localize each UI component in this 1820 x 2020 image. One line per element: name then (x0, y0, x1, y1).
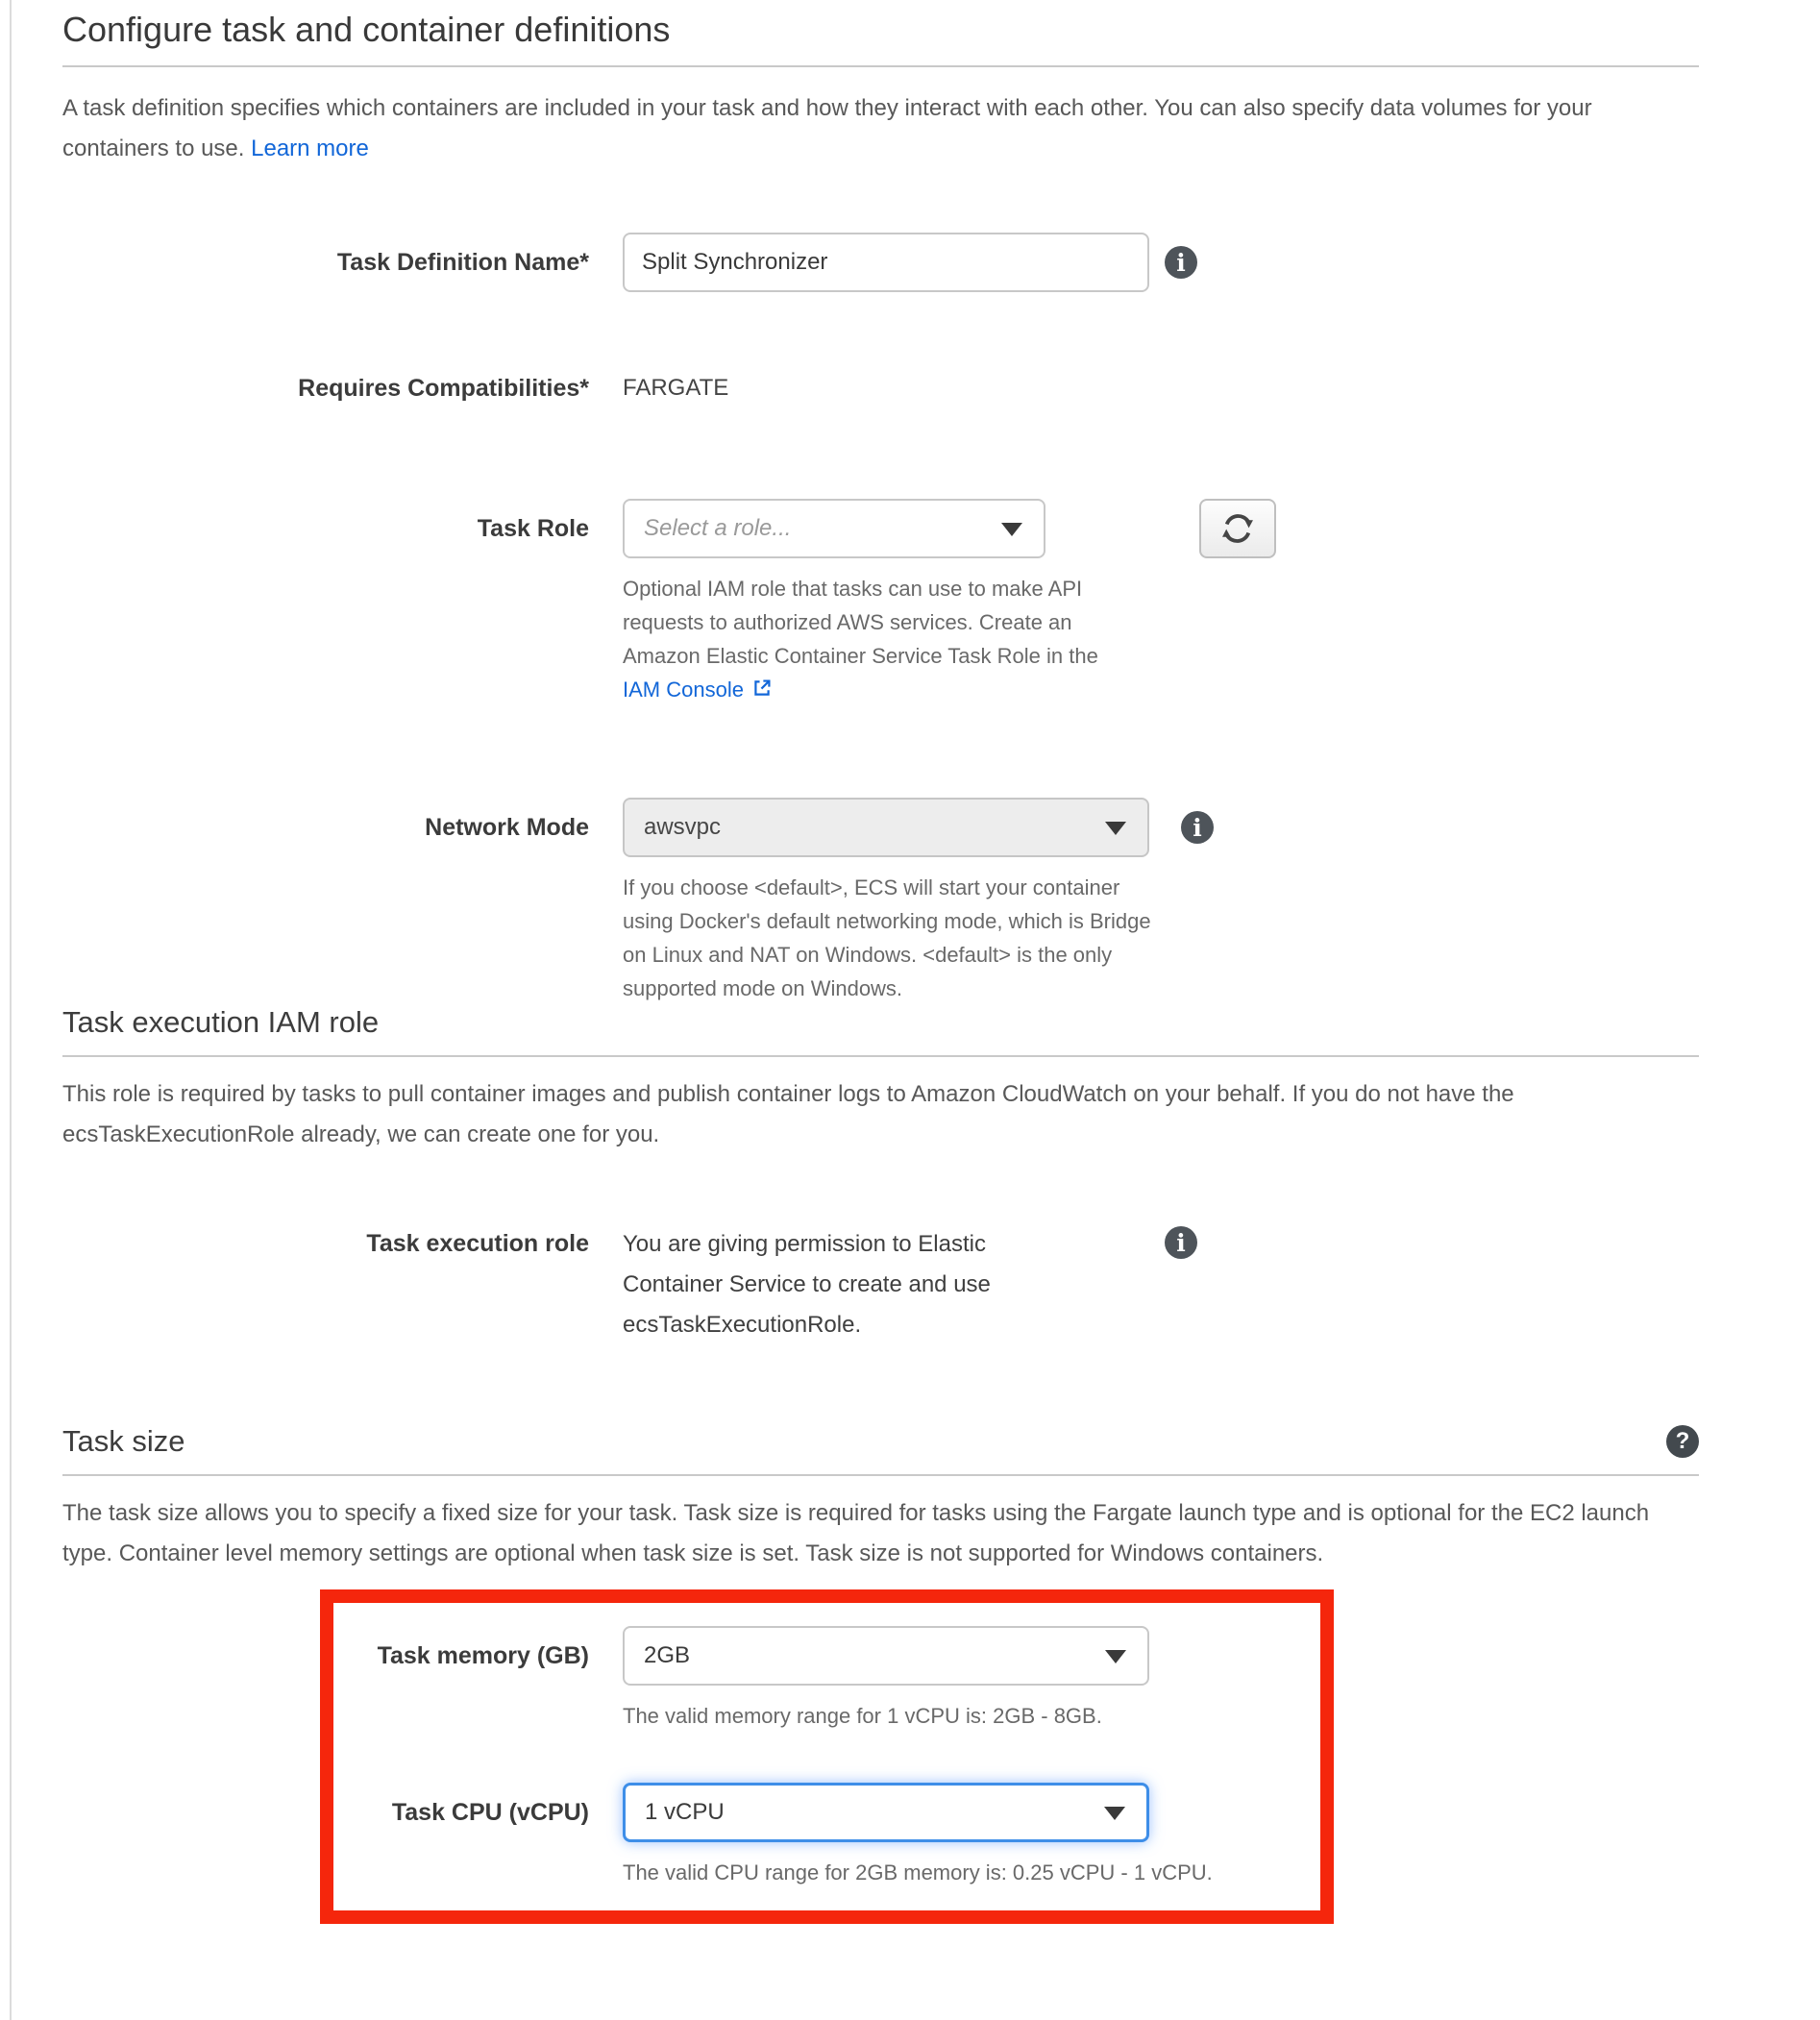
task-role-help (623, 572, 1137, 706)
iam-console-link[interactable] (623, 677, 773, 702)
task-execution-role-label: Task execution role (366, 1230, 589, 1257)
network-mode-label: Network Mode (425, 814, 589, 841)
task-definition-name-row (62, 233, 1699, 292)
page-title: Configure task and container definitions (62, 10, 671, 49)
help-icon[interactable] (1666, 1425, 1699, 1458)
caret-down-icon (1105, 1650, 1126, 1663)
task-role-select-placeholder: Select a role... (644, 515, 792, 541)
info-icon-glyph: i (1176, 1228, 1186, 1257)
task-size-divider (62, 1474, 1699, 1476)
intro-text (62, 88, 1686, 169)
task-role-label: Task Role (477, 515, 589, 542)
info-icon[interactable] (1181, 811, 1214, 844)
task-execution-divider (62, 1055, 1699, 1057)
task-memory-help: The valid memory range for 1 vCPU is: 2GB - 8GB. (623, 1704, 1102, 1728)
network-mode-select-value: awsvpc (644, 814, 722, 840)
info-icon[interactable] (1165, 246, 1197, 279)
info-icon-glyph: i (1193, 813, 1202, 842)
task-cpu-select-value: 1 vCPU (645, 1799, 725, 1825)
requires-compatibilities-value: FARGATE (623, 375, 729, 401)
task-memory-row (333, 1626, 1320, 1733)
task-memory-select[interactable] (623, 1626, 1149, 1686)
task-size-highlight-box (320, 1589, 1334, 1924)
refresh-icon (1220, 511, 1255, 546)
task-cpu-label: Task CPU (vCPU) (391, 1799, 589, 1826)
task-execution-section-title: Task execution IAM role (62, 1005, 380, 1039)
external-link-icon (751, 677, 773, 699)
task-execution-description: This role is required by tasks to pull container images and publish container logs to Amazon CloudWatch on your behalf. If you do not have the ecsTaskExecutionRole already, we can create one for you. (62, 1081, 1514, 1147)
task-execution-role-value: You are giving permission to Elastic Container Service to create and use ecsTaskExecutionRole. (623, 1231, 991, 1338)
network-mode-select[interactable] (623, 798, 1149, 857)
caret-down-icon (1104, 1807, 1125, 1820)
info-icon[interactable] (1165, 1226, 1197, 1259)
title-divider (62, 65, 1699, 67)
intro-text-body: A task definition specifies which containers are included in your task and how they interact with each other. You can also specify data volumes for your containers to use. (62, 95, 1592, 161)
task-cpu-select[interactable] (623, 1783, 1149, 1842)
info-icon-glyph: i (1176, 248, 1186, 277)
caret-down-icon (1105, 822, 1126, 835)
task-role-select[interactable] (623, 499, 1045, 558)
requires-compatibilities-row (62, 369, 1699, 407)
task-role-row (62, 499, 1699, 706)
iam-console-link-text: IAM Console (623, 677, 744, 702)
help-icon-glyph: ? (1675, 1428, 1690, 1454)
task-memory-label: Task memory (GB) (377, 1642, 589, 1669)
task-role-help-text: Optional IAM role that tasks can use to make API requests to authorized AWS services. Create an Amazon Elastic Container Service Task Role in the (623, 577, 1098, 668)
task-execution-role-row (62, 1224, 1699, 1345)
network-mode-help: If you choose <default>, ECS will start your container using Docker's default networking mode, which is Bridge on Linux and NAT on Windows. <default> is the only supported mode on Windows. (623, 875, 1151, 1000)
task-definition-name-label: Task Definition Name* (336, 249, 589, 276)
task-cpu-row (333, 1783, 1320, 1889)
refresh-roles-button[interactable] (1199, 499, 1276, 558)
task-size-description: The task size allows you to specify a fixed size for your task. Task size is required for tasks using the Fargate launch type and is optional for the EC2 launch type. Container level memory settings are optional when task size is set. Task size is not supported for Windows containers. (62, 1500, 1650, 1566)
task-memory-select-value: 2GB (644, 1642, 691, 1668)
page-left-border (10, 0, 12, 2020)
task-size-section-title: Task size (62, 1424, 185, 1458)
requires-compatibilities-label: Requires Compatibilities* (298, 375, 589, 402)
task-cpu-help: The valid CPU range for 2GB memory is: 0.25 vCPU - 1 vCPU. (623, 1860, 1213, 1885)
learn-more-link[interactable]: Learn more (251, 135, 369, 161)
network-mode-row (62, 798, 1699, 1005)
task-size-section-head (62, 1424, 1699, 1459)
caret-down-icon (1001, 523, 1022, 536)
task-definition-name-input[interactable] (623, 233, 1149, 292)
